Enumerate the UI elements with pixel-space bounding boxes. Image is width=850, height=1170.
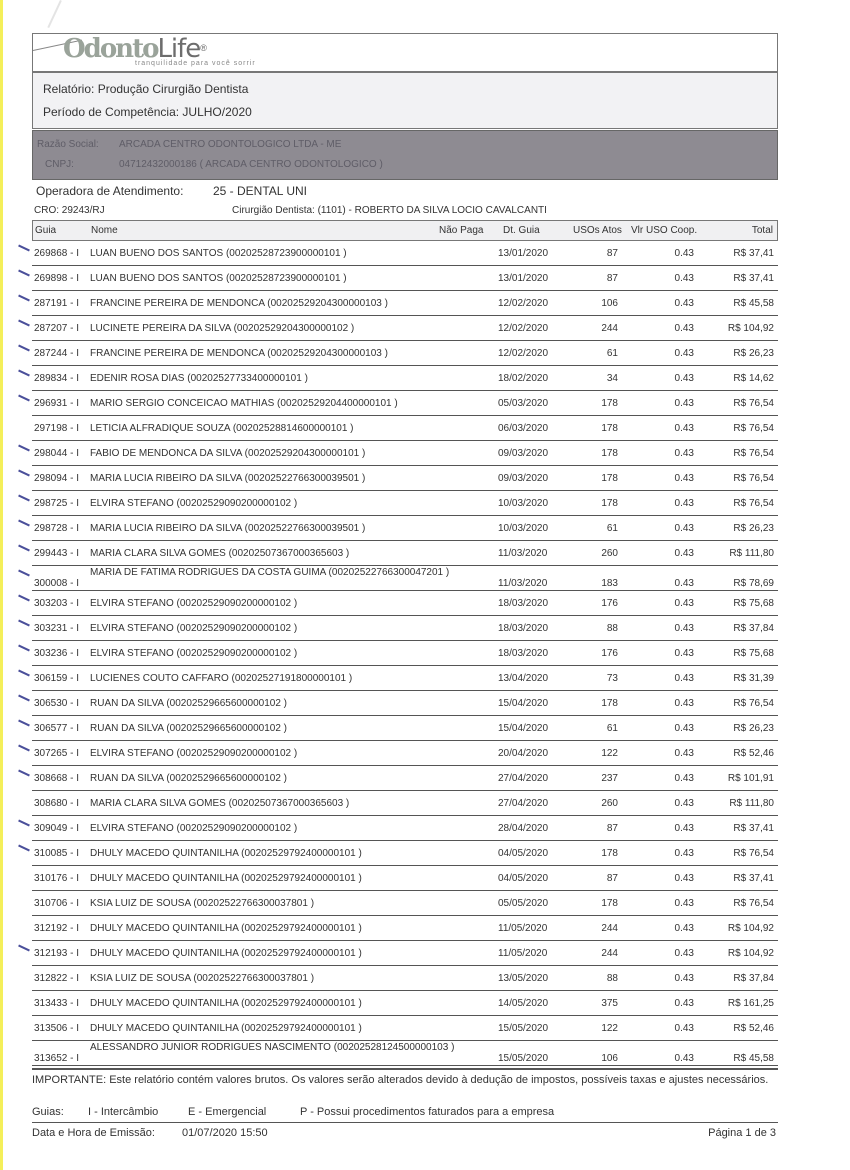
cell-guia: 297198 - I (34, 423, 80, 434)
cell-usos: 178 (601, 498, 618, 509)
cell-dt-guia: 18/03/2020 (498, 623, 549, 634)
cell-dt-guia: 18/03/2020 (498, 598, 549, 609)
cell-total: R$ 37,41 (733, 823, 774, 834)
cell-dt-guia: 15/04/2020 (498, 698, 549, 709)
col-usos: USOs Atos (573, 225, 622, 236)
cell-total: R$ 101,91 (727, 773, 774, 784)
logo-odonto: Odonto (63, 34, 158, 64)
table-row (32, 791, 778, 816)
company-box (32, 130, 778, 180)
cell-guia: 309049 - I (34, 823, 80, 834)
cell-guia: 298728 - I (34, 523, 80, 534)
cell-vlr: 0.43 (674, 398, 694, 409)
cell-total: R$ 104,92 (727, 948, 774, 959)
cell-dt-guia: 13/01/2020 (498, 273, 549, 284)
page-number: Página 1 de 3 (708, 1127, 776, 1139)
cell-dt-guia: 11/05/2020 (498, 923, 548, 934)
cell-guia: 313652 - I (34, 1053, 80, 1064)
report-title-box (32, 72, 778, 129)
check-mark-icon (18, 745, 30, 752)
table-body (32, 241, 778, 1066)
cell-vlr: 0.43 (674, 373, 694, 384)
cell-total: R$ 37,41 (733, 873, 774, 884)
cell-nome: RUAN DA SILVA (00202529665600000102 ) (90, 698, 287, 709)
cell-vlr: 0.43 (674, 998, 694, 1009)
cell-vlr: 0.43 (674, 973, 694, 984)
cell-usos: 178 (601, 473, 618, 484)
emissao-label: Data e Hora de Emissão: (32, 1127, 155, 1139)
logo-header (32, 33, 778, 72)
cell-guia: 306530 - I (34, 698, 80, 709)
cell-usos: 260 (601, 798, 618, 809)
odontolife-logo (63, 36, 256, 68)
cell-guia: 296931 - I (34, 398, 80, 409)
table-row (32, 691, 778, 716)
col-vlr: Vlr USO Coop. (631, 225, 698, 236)
check-mark-icon (18, 720, 30, 727)
cell-vlr: 0.43 (674, 648, 694, 659)
cnpj-value: 04712432000186 ( ARCADA CENTRO ODONTOLOGICO ) (119, 159, 383, 170)
cell-vlr: 0.43 (674, 1023, 694, 1034)
cell-usos: 178 (601, 398, 618, 409)
cell-usos: 244 (601, 923, 618, 934)
cell-total: R$ 104,92 (727, 923, 774, 934)
table-row (32, 641, 778, 666)
cell-guia: 298094 - I (34, 473, 80, 484)
cell-vlr: 0.43 (674, 798, 694, 809)
cell-usos: 106 (601, 298, 618, 309)
check-mark-icon (18, 620, 30, 627)
table-row (32, 891, 778, 916)
cell-nome: MARIA CLARA SILVA GOMES (00202507367000365603 ) (90, 548, 350, 559)
cell-total: R$ 26,23 (733, 523, 774, 534)
cell-dt-guia: 13/05/2020 (498, 973, 549, 984)
table-row (32, 591, 778, 616)
cell-nome: KSIA LUIZ DE SOUSA (00202522766300037801 ) (90, 973, 315, 984)
check-mark-icon (18, 595, 30, 602)
cell-vlr: 0.43 (674, 673, 694, 684)
check-mark-icon (18, 645, 30, 652)
cell-usos: 178 (601, 448, 618, 459)
cell-dt-guia: 12/02/2020 (498, 323, 549, 334)
cell-guia: 310706 - I (34, 898, 80, 909)
cell-guia: 310176 - I (34, 873, 80, 884)
guias-legend (32, 1106, 778, 1120)
cell-guia: 269868 - I (34, 248, 80, 259)
cell-total: R$ 161,25 (727, 998, 774, 1009)
cell-guia: 303236 - I (34, 648, 80, 659)
cell-nome: ELVIRA STEFANO (00202529090200000102 ) (90, 823, 298, 834)
cell-guia: 300008 - I (34, 578, 80, 589)
check-mark-icon (18, 295, 30, 302)
table-row (32, 516, 778, 541)
footer-divider (32, 1068, 778, 1070)
cell-vlr: 0.43 (674, 273, 694, 284)
cell-guia: 299443 - I (34, 548, 80, 559)
cell-dt-guia: 13/01/2020 (498, 248, 549, 259)
cell-nome: DHULY MACEDO QUINTANILHA (00202529792400000101 ) (90, 948, 362, 959)
cell-dt-guia: 12/02/2020 (498, 348, 549, 359)
cell-dt-guia: 28/04/2020 (498, 823, 549, 834)
cell-nome: MARIO SERGIO CONCEICAO MATHIAS (00202529204400000101 ) (90, 398, 398, 409)
cell-guia: 298725 - I (34, 498, 80, 509)
cell-dt-guia: 27/04/2020 (498, 773, 549, 784)
table-row (32, 816, 778, 841)
cell-guia: 308668 - I (34, 773, 80, 784)
table-row (32, 316, 778, 341)
cell-dt-guia: 18/03/2020 (498, 648, 549, 659)
table-row (32, 391, 778, 416)
fold-mark (47, 0, 61, 28)
cell-dt-guia: 04/05/2020 (498, 873, 549, 884)
cell-vlr: 0.43 (674, 348, 694, 359)
cell-dt-guia: 12/02/2020 (498, 298, 549, 309)
cell-nome: DHULY MACEDO QUINTANILHA (00202529792400000101 ) (90, 923, 362, 934)
cell-vlr: 0.43 (674, 698, 694, 709)
cell-dt-guia: 11/03/2020 (498, 578, 548, 589)
cell-total: R$ 76,54 (733, 698, 774, 709)
cell-total: R$ 75,68 (733, 648, 774, 659)
cell-usos: 61 (606, 348, 618, 359)
cell-dt-guia: 11/05/2020 (498, 948, 548, 959)
table-row (32, 991, 778, 1016)
col-nao-paga: Não Paga (439, 225, 484, 236)
logo-tagline: tranquilidade para você sorrir (135, 60, 256, 67)
cell-nome: LUCINETE PEREIRA DA SILVA (00202529204300000102 ) (90, 323, 355, 334)
cell-usos: 34 (606, 373, 618, 384)
col-dt-guia: Dt. Guia (503, 225, 540, 236)
cell-dt-guia: 11/03/2020 (498, 548, 548, 559)
emissao-value: 01/07/2020 15:50 (182, 1127, 268, 1139)
cell-nome: ELVIRA STEFANO (00202529090200000102 ) (90, 498, 298, 509)
cell-nome: FRANCINE PEREIRA DE MENDONCA (00202529204300000103 ) (90, 348, 388, 359)
check-mark-icon (18, 495, 30, 502)
col-guia: Guia (35, 225, 57, 236)
legend-faturados: P - Possui procedimentos faturados para a empresa (300, 1106, 555, 1118)
cell-dt-guia: 06/03/2020 (498, 423, 549, 434)
cell-guia: 303203 - I (34, 598, 80, 609)
cell-dt-guia: 10/03/2020 (498, 523, 549, 534)
cell-dt-guia: 20/04/2020 (498, 748, 549, 759)
cell-vlr: 0.43 (674, 473, 694, 484)
cell-total: R$ 104,92 (727, 323, 774, 334)
table-row (32, 916, 778, 941)
cell-guia: 298044 - I (34, 448, 80, 459)
cell-total: R$ 45,58 (733, 1053, 774, 1064)
cell-nome: DHULY MACEDO QUINTANILHA (00202529792400000101 ) (90, 1023, 362, 1034)
cell-dt-guia: 09/03/2020 (498, 473, 549, 484)
emission-line (32, 1127, 778, 1141)
cell-total: R$ 76,54 (733, 848, 774, 859)
check-mark-icon (18, 670, 30, 677)
table-row (32, 1016, 778, 1041)
cell-usos: 61 (606, 523, 618, 534)
razao-label: Razão Social: (37, 139, 99, 150)
table-row (32, 366, 778, 391)
table-row (32, 866, 778, 891)
check-mark-icon (18, 820, 30, 827)
legend-intercambio: I - Intercâmbio (88, 1106, 159, 1118)
cell-total: R$ 52,46 (733, 748, 774, 759)
cell-nome: KSIA LUIZ DE SOUSA (00202522766300037801 ) (90, 898, 315, 909)
table-row (32, 766, 778, 791)
cell-vlr: 0.43 (674, 548, 694, 559)
cell-total: R$ 37,84 (733, 973, 774, 984)
cell-usos: 176 (601, 598, 618, 609)
table-row (32, 716, 778, 741)
cell-vlr: 0.43 (674, 948, 694, 959)
cell-guia: 313506 - I (34, 1023, 80, 1034)
cell-total: R$ 111,80 (729, 798, 774, 809)
check-mark-icon (18, 520, 30, 527)
check-mark-icon (18, 395, 30, 402)
cell-usos: 87 (606, 873, 618, 884)
cell-guia: 287207 - I (34, 323, 80, 334)
cell-total: R$ 75,68 (733, 598, 774, 609)
cell-usos: 237 (601, 773, 618, 784)
table-row (32, 441, 778, 466)
table-row (32, 416, 778, 441)
cell-vlr: 0.43 (674, 248, 694, 259)
check-mark-icon (18, 245, 30, 252)
table-row (32, 491, 778, 516)
cell-total: R$ 76,54 (733, 423, 774, 434)
cell-dt-guia: 09/03/2020 (498, 448, 549, 459)
cell-vlr: 0.43 (674, 578, 694, 589)
table-row (32, 941, 778, 966)
cell-nome: DHULY MACEDO QUINTANILHA (00202529792400000101 ) (90, 848, 362, 859)
cell-nome: DHULY MACEDO QUINTANILHA (00202529792400000101 ) (90, 873, 362, 884)
cell-vlr: 0.43 (674, 723, 694, 734)
table-row (32, 241, 778, 266)
cell-usos: 176 (601, 648, 618, 659)
cell-total: R$ 45,58 (733, 298, 774, 309)
cell-usos: 73 (606, 673, 618, 684)
cell-dt-guia: 10/03/2020 (498, 498, 549, 509)
cell-guia: 303231 - I (34, 623, 80, 634)
table-row (32, 341, 778, 366)
cell-nome: FABIO DE MENDONCA DA SILVA (00202529204300000101 ) (90, 448, 366, 459)
cell-total: R$ 76,54 (733, 898, 774, 909)
cell-total: R$ 76,54 (733, 498, 774, 509)
cro: CRO: 29243/RJ (34, 205, 105, 216)
cell-dt-guia: 27/04/2020 (498, 798, 549, 809)
production-table (32, 220, 778, 1066)
important-note: IMPORTANTE: Este relatório contém valores brutos. Os valores serão alterados devido à dedução de impostos, possíveis taxas e ajustes necessários. (32, 1074, 769, 1086)
cell-guia: 287191 - I (34, 298, 80, 309)
cell-usos: 87 (606, 248, 618, 259)
cell-usos: 244 (601, 323, 618, 334)
razao-value: ARCADA CENTRO ODONTOLOGICO LTDA - ME (119, 139, 342, 150)
table-row (32, 566, 778, 591)
cell-guia: 289834 - I (34, 373, 80, 384)
cell-guia: 307265 - I (34, 748, 80, 759)
cell-nome: LETICIA ALFRADIQUE SOUZA (00202528814600000101 ) (90, 423, 354, 434)
table-row (32, 616, 778, 641)
operadora-label: Operadora de Atendimento: (36, 184, 184, 198)
cell-vlr: 0.43 (674, 423, 694, 434)
cell-vlr: 0.43 (674, 873, 694, 884)
cell-guia: 269898 - I (34, 273, 80, 284)
cell-guia: 312822 - I (34, 973, 80, 984)
cell-total: R$ 76,54 (733, 448, 774, 459)
cell-dt-guia: 05/03/2020 (498, 398, 549, 409)
cell-vlr: 0.43 (674, 823, 694, 834)
report-title: Relatório: Produção Cirurgião Dentista (43, 82, 249, 96)
cell-usos: 375 (601, 998, 618, 1009)
cell-nome: FRANCINE PEREIRA DE MENDONCA (00202529204300000103 ) (90, 298, 388, 309)
check-mark-icon (18, 470, 30, 477)
cell-vlr: 0.43 (674, 898, 694, 909)
cell-vlr: 0.43 (674, 1053, 694, 1064)
cell-guia: 313433 - I (34, 998, 80, 1009)
cell-dt-guia: 18/02/2020 (498, 373, 549, 384)
cell-vlr: 0.43 (674, 448, 694, 459)
cell-usos: 122 (601, 748, 618, 759)
cell-total: R$ 26,23 (733, 348, 774, 359)
cell-guia: 308680 - I (34, 798, 80, 809)
cell-total: R$ 76,54 (733, 398, 774, 409)
cell-dt-guia: 13/04/2020 (498, 673, 549, 684)
table-row (32, 266, 778, 291)
cell-usos: 178 (601, 423, 618, 434)
cell-total: R$ 76,54 (733, 473, 774, 484)
cell-dt-guia: 15/05/2020 (498, 1023, 549, 1034)
cell-nome: ALESSANDRO JUNIOR RODRIGUES NASCIMENTO (00202528124500000103 ) (90, 1042, 455, 1053)
cell-vlr: 0.43 (674, 748, 694, 759)
cell-usos: 244 (601, 948, 618, 959)
cell-vlr: 0.43 (674, 298, 694, 309)
cell-usos: 178 (601, 848, 618, 859)
cell-nome: LUAN BUENO DOS SANTOS (00202528723900000101 ) (90, 273, 347, 284)
cell-dt-guia: 04/05/2020 (498, 848, 549, 859)
cell-nome: MARIA CLARA SILVA GOMES (00202507367000365603 ) (90, 798, 350, 809)
footer-divider-2 (32, 1122, 778, 1123)
table-row (32, 841, 778, 866)
cell-total: R$ 111,80 (729, 548, 774, 559)
guias-label: Guias: (32, 1106, 64, 1118)
scan-edge (0, 0, 3, 1170)
cell-guia: 306577 - I (34, 723, 80, 734)
cell-dt-guia: 15/05/2020 (498, 1053, 549, 1064)
table-row (32, 541, 778, 566)
cnpj-label: CNPJ: (45, 159, 74, 170)
cell-usos: 87 (606, 273, 618, 284)
check-mark-icon (18, 320, 30, 327)
table-header (32, 220, 778, 241)
cell-nome: MARIA LUCIA RIBEIRO DA SILVA (00202522766300039501 ) (90, 473, 366, 484)
cell-usos: 260 (601, 548, 618, 559)
cell-nome: RUAN DA SILVA (00202529665600000102 ) (90, 723, 287, 734)
cell-vlr: 0.43 (674, 323, 694, 334)
cell-nome: LUAN BUENO DOS SANTOS (00202528723900000101 ) (90, 248, 347, 259)
cell-vlr: 0.43 (674, 598, 694, 609)
col-nome: Nome (91, 225, 118, 236)
cell-vlr: 0.43 (674, 498, 694, 509)
cell-nome: ELVIRA STEFANO (00202529090200000102 ) (90, 623, 298, 634)
report-period: Período de Competência: JULHO/2020 (43, 105, 252, 119)
table-row (32, 966, 778, 991)
operadora-value: 25 - DENTAL UNI (213, 184, 308, 198)
logo-life: Life (157, 34, 201, 64)
cell-vlr: 0.43 (674, 923, 694, 934)
cell-total: R$ 37,84 (733, 623, 774, 634)
cell-nome: EDENIR ROSA DIAS (00202527733400000101 ) (90, 373, 308, 384)
cell-total: R$ 37,41 (733, 248, 774, 259)
cell-guia: 287244 - I (34, 348, 80, 359)
cell-total: R$ 78,69 (733, 578, 774, 589)
cell-guia: 312192 - I (34, 923, 80, 934)
cell-nome: LUCIENES COUTO CAFFARO (00202527191800000101 ) (90, 673, 353, 684)
check-mark-icon (18, 270, 30, 277)
cell-vlr: 0.43 (674, 773, 694, 784)
check-mark-icon (18, 445, 30, 452)
table-row (32, 291, 778, 316)
cell-nome: RUAN DA SILVA (00202529665600000102 ) (90, 773, 287, 784)
cell-nome: DHULY MACEDO QUINTANILHA (00202529792400000101 ) (90, 998, 362, 1009)
check-mark-icon (18, 770, 30, 777)
cell-total: R$ 31,39 (733, 673, 774, 684)
cell-usos: 87 (606, 823, 618, 834)
check-mark-icon (18, 695, 30, 702)
check-mark-icon (18, 370, 30, 377)
cell-total: R$ 26,23 (733, 723, 774, 734)
check-mark-icon (18, 945, 30, 952)
cell-guia: 312193 - I (34, 948, 80, 959)
cell-usos: 183 (601, 578, 618, 589)
cell-total: R$ 14,62 (733, 373, 774, 384)
cell-vlr: 0.43 (674, 848, 694, 859)
col-total: Total (751, 225, 773, 236)
cell-nome: ELVIRA STEFANO (00202529090200000102 ) (90, 748, 298, 759)
cell-total: R$ 37,41 (733, 273, 774, 284)
table-row (32, 1041, 778, 1066)
cell-nome: MARIA DE FATIMA RODRIGUES DA COSTA GUIMA (00202522766300047201 ) (90, 567, 450, 578)
cell-nome: ELVIRA STEFANO (00202529090200000102 ) (90, 598, 298, 609)
check-mark-icon (18, 845, 30, 852)
legend-emergencial: E - Emergencial (188, 1106, 267, 1118)
cell-guia: 310085 - I (34, 848, 80, 859)
dentista: Cirurgião Dentista: (1101) - ROBERTO DA SILVA LOCIO CAVALCANTI (232, 205, 547, 216)
table-row (32, 666, 778, 691)
cell-usos: 178 (601, 898, 618, 909)
check-mark-icon (18, 345, 30, 352)
cell-guia: 306159 - I (34, 673, 80, 684)
cell-usos: 88 (606, 973, 618, 984)
cell-usos: 61 (606, 723, 618, 734)
cell-nome: ELVIRA STEFANO (00202529090200000102 ) (90, 648, 298, 659)
cell-vlr: 0.43 (674, 623, 694, 634)
check-mark-icon (18, 545, 30, 552)
cell-usos: 106 (601, 1053, 618, 1064)
cell-usos: 122 (601, 1023, 618, 1034)
logo-reg-mark: ® (200, 43, 206, 53)
cell-dt-guia: 05/05/2020 (498, 898, 549, 909)
table-row (32, 741, 778, 766)
cell-dt-guia: 14/05/2020 (498, 998, 549, 1009)
cell-usos: 178 (601, 698, 618, 709)
table-row (32, 466, 778, 491)
cell-nome: MARIA LUCIA RIBEIRO DA SILVA (00202522766300039501 ) (90, 523, 366, 534)
cell-total: R$ 52,46 (733, 1023, 774, 1034)
check-mark-icon (18, 570, 30, 577)
cell-usos: 88 (606, 623, 618, 634)
cell-vlr: 0.43 (674, 523, 694, 534)
cell-dt-guia: 15/04/2020 (498, 723, 549, 734)
